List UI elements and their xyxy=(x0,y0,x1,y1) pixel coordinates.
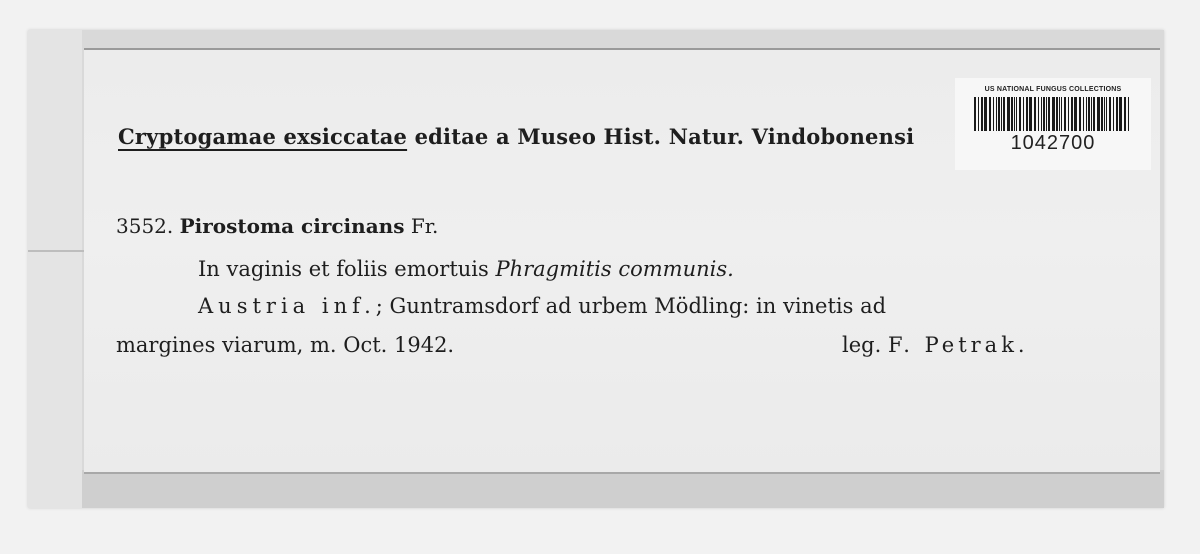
taxon-author: Fr. xyxy=(410,214,439,238)
series-title xyxy=(118,124,914,149)
locality-text: ; Guntramsdorf ad urbem Mödling: in vinetis ad xyxy=(375,294,887,318)
locality-region: Austria inf. xyxy=(198,294,376,318)
substrate-line xyxy=(198,257,734,281)
sheet-fold-line xyxy=(28,250,88,252)
locality-continuation: margines viarum, m. Oct. 1942. xyxy=(116,333,455,357)
series-title-rest: editae a Museo Hist. Natur. Vindobonensi xyxy=(407,124,915,149)
barcode-number: 1042700 xyxy=(1010,132,1096,154)
collector-name: F. Petrak. xyxy=(887,333,1029,357)
locality-line xyxy=(198,294,886,318)
barcode-bars-icon xyxy=(972,97,1134,131)
series-title-underlined: Cryptogamae exsiccatae xyxy=(118,124,408,149)
collector-prefix: leg. xyxy=(842,333,888,357)
entry-number: 3552. xyxy=(116,214,174,238)
entry-heading xyxy=(116,214,438,238)
substrate-text: In vaginis et foliis emortuis xyxy=(198,257,496,281)
barcode-sticker xyxy=(955,78,1151,170)
sheet-fold-bottom xyxy=(82,470,1164,508)
host-name: Phragmitis communis. xyxy=(495,257,734,281)
barcode-collection-name: US NATIONAL FUNGUS COLLECTIONS xyxy=(984,86,1122,93)
taxon-name: Pirostoma circinans xyxy=(179,214,405,238)
collector-line xyxy=(842,333,1029,357)
sheet-fold-left xyxy=(28,30,82,508)
